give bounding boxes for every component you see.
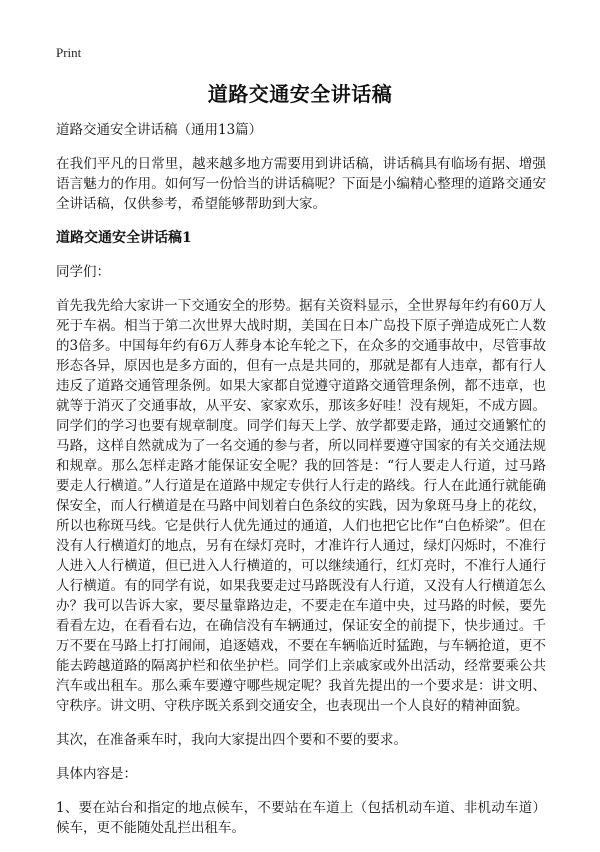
details-label: 具体内容是： bbox=[56, 766, 137, 782]
print-link[interactable]: Print bbox=[56, 45, 82, 60]
intro-paragraph: 在我们平凡的日常里，越来越多地方需要用到讲话稿，讲话稿具有临场有据、增强语言魅力的作用。如何写一份恰当的讲话稿呢？下面是小编精心整理的道路交通安全讲话稿，仅供参考，希望能够帮助到大家。 bbox=[56, 156, 546, 212]
greeting: 同学们： bbox=[56, 264, 110, 280]
page-title: 道路交通安全讲话稿 bbox=[207, 82, 393, 106]
body-paragraph: 首先我先给大家讲一下交通安全的形势。据有关资料显示，全世界每年约有60万人死于车祸。相当于第二次世界大战时期，美国在日本广岛投下原子弹造成死亡人数的3倍多。中国每年约有6万人葬身本论车轮之下，在众多的交通事故中，尽管事故形态各异，原因也是多方面的，但有一点是共同的，那就是都有人违章，都有行人违反了道路交通管理条例。如果大家都自觉遵守道路交通管理条例，都不违章，也就等于消灭了交通事故，从平安、家家欢乐，那该多好哇！没有规矩，不成方圆。同学们的学习也要有规章制度。同学们每天上学、放学都要走路，通过交通繁忙的马路，这样自然就成为了一名交通的参与者，所以同样要遵守国家的有关交通法规和规章。那么怎样走路才能保证安全呢？我的回答是：“行人要走人行道，过马路要走人行横道。”人行道是在道路中规定专供行人行走的路线。行人在此通行就能确保安全，而人行横道是在马路中间划着白色条纹的实践，因为象斑马身上的花纹，所以也称斑马线。它是供行人优先通过的通道，人们也把它比作“白色桥梁”。但在没有人行横道灯的地点，另有在绿灯亮时，才准许行人通过，绿灯闪烁时，不准行人进入人行横道，但已进入人行横道的，可以继续通行，红灯亮时，不准行人通行人行横道。有的同学有说，如果我要走过马路既没有人行道，又没有人行横道怎么办？我可以告诉大家，要尽量靠路边走，不要走在车道中央，过马路的时候，要先看看左边，在看看右边，在确信没有车辆通过，保证安全的前提下，快步通过。千万不要在马路上打打闹闹，追逐嬉戏，不要在车辆临近时猛跑，与车辆抢道，更不能去跨越道路的隔离护栏和依坐护栏。同学们上亲戚家或外出活动，经常要乘公共汽车或出租车。那么乘车要遵守哪些规定呢？我首先提出的一个要求是：讲文明、守秩序。讲文明、守秩序既关系到交通安全，也表现出一个人良好的精神面貌。 bbox=[56, 298, 546, 714]
document-body bbox=[56, 120, 546, 852]
document-subtitle: 道路交通安全讲话稿（通用13篇） bbox=[56, 122, 263, 138]
section-heading: 道路交通安全讲话稿1 bbox=[56, 230, 192, 246]
list-item: 1、要在站台和指定的地点候车，不要站在车道上（包括机动车道、非机动车道）候车，更不能随处乱拦出租车。 bbox=[56, 800, 546, 836]
next-paragraph: 其次，在准备乘车时，我向大家提出四个要和不要的要求。 bbox=[56, 732, 407, 748]
